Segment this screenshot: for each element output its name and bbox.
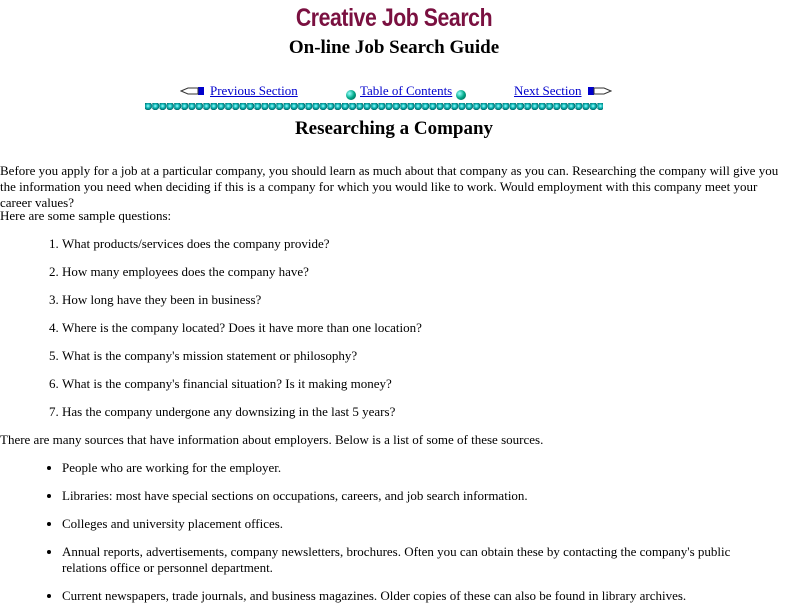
page-title: Researching a Company [294, 118, 494, 139]
bullet-ball-icon [346, 90, 356, 100]
table-of-contents-link[interactable]: Table of Contents [360, 83, 453, 98]
pointing-hand-right-icon [586, 86, 612, 96]
next-section-link-group[interactable] [514, 83, 612, 99]
bead-divider [145, 103, 603, 111]
list-item: 2. How many employees does the company have? [62, 264, 762, 280]
section-navigation [0, 81, 788, 101]
previous-section-link-group[interactable] [180, 83, 298, 99]
bullet-ball-icon [456, 90, 466, 100]
list-item: • Libraries: most have special sections on occupations, careers, and job search information. [62, 488, 762, 504]
list-item: 1. What products/services does the company provide? [62, 236, 762, 252]
table-of-contents-link-group[interactable] [346, 82, 466, 100]
list-item: • Current newspapers, trade journals, and business magazines. Older copies of these can also be found in library archives. [62, 588, 762, 604]
pointing-hand-left-icon [180, 86, 206, 96]
questions-intro: Here are some sample questions: [0, 208, 172, 223]
list-item: 4. Where is the company located? Does it have more than one location? [62, 320, 762, 336]
list-item: 3. How long have they been in business? [62, 292, 762, 308]
next-section-link[interactable]: Next Section [514, 83, 582, 98]
site-logo: Creative Job Search [295, 4, 493, 32]
site-subtitle: On-line Job Search Guide [288, 37, 500, 58]
list-item: • Annual reports, advertisements, company newsletters, brochures. Often you can obtain these by contacting the company's public relations office or personnel department. [62, 544, 762, 576]
list-item: 6. What is the company's financial situation? Is it making money? [62, 376, 762, 392]
previous-section-link[interactable]: Previous Section [210, 83, 298, 98]
list-item: • People who are working for the employer. [62, 460, 762, 476]
intro-paragraph: Before you apply for a job at a particular company, you should learn as much about that company as you can. Researching the company will give you the information you need when deciding if this is a company for which you would like to work. Would employment with this company meet your career values? [0, 163, 779, 210]
list-item: • Colleges and university placement offices. [62, 516, 762, 532]
sources-intro: There are many sources that have information about employers. Below is a list of some of these sources. [0, 432, 544, 447]
list-item: 5. What is the company's mission statement or philosophy? [62, 348, 762, 364]
list-item: 7. Has the company undergone any downsizing in the last 5 years? [62, 404, 762, 420]
questions-list [0, 236, 762, 432]
sources-list [0, 460, 762, 616]
